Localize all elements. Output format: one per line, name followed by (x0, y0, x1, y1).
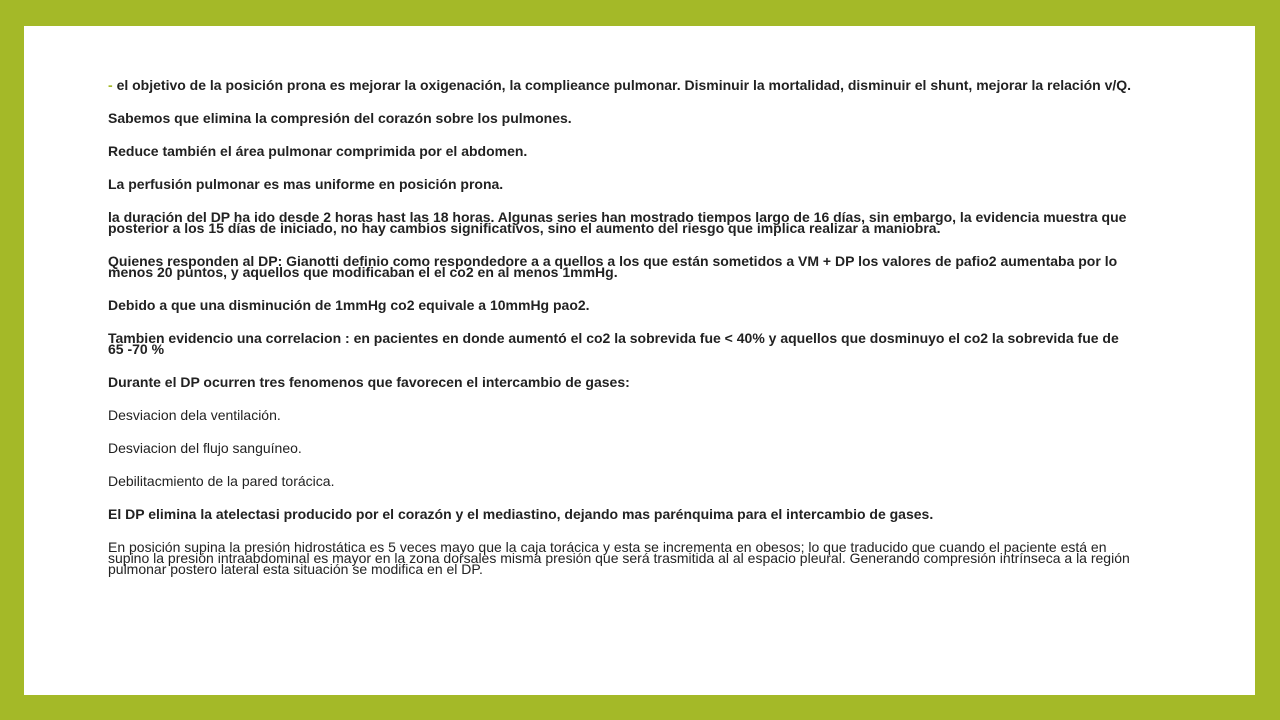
paragraph: Sabemos que elimina la compresión del corazón sobre los pulmones. (108, 110, 572, 126)
list-item: Desviacion dela ventilación. (108, 407, 281, 423)
paragraph: En posición supina la presión hidrostática es 5 veces mayo que la caja torácica y esta se incrementa en obesos; lo que traducido que cuando el paciente está en supino la presión intraabdominal es mayor en la zona dorsales misma presión que será trasmitida al al espacio pleural. Generando compresión intrínseca a la región pulmonar postero lateral esta situación se modifica en el DP. (108, 539, 1130, 577)
paragraph: El DP elimina la atelectasi producido por el corazón y el mediastino, dejando mas parénquima para el intercambio de gases. (108, 506, 934, 522)
paragraph: la duración del DP ha ido desde 2 horas hast las 18 horas. Algunas series han mostrado tiempos largo de 16 días, sin embargo, la evidencia muestra que posterior a los 15 días de iniciado, no hay cambios significativos, sino el aumento del riesgo que implica realizar a maniobra. (108, 209, 1127, 236)
paragraph: Tambien evidencio una correlacion : en pacientes en donde aumentó el co2 la sobrevida fue < 40% y aquellos que dosminuyo el co2 la sobrevida fue de 65 -70 % (108, 330, 1119, 357)
paragraph: Reduce también el área pulmonar comprimida por el abdomen. (108, 143, 528, 159)
paragraph-text: el objetivo de la posición prona es mejorar la oxigenación, la complieance pulmonar. Disminuir la mortalidad, disminuir el shunt, mejorar la relación v/Q. (116, 77, 1132, 93)
slide-content (108, 77, 1138, 597)
paragraph: La perfusión pulmonar es mas uniforme en posición prona. (108, 176, 504, 192)
paragraph (108, 77, 1138, 93)
bullet-dash: - (108, 77, 117, 93)
paragraph: Durante el DP ocurren tres fenomenos que favorecen el intercambio de gases: (108, 374, 630, 390)
paragraph: Debido a que una disminución de 1mmHg co2 equivale a 10mmHg pao2. (108, 297, 590, 313)
list-item: Debilitacmiento de la pared torácica. (108, 473, 335, 489)
paragraph: Quienes responden al DP: Gianotti definio como respondedore a a quellos a los que están sometidos a VM + DP los valores de pafio2 aumentaba por lo menos 20 puntos, y aquellos que modificaban el el co2 en al menos 1mmHg. (108, 253, 1118, 280)
list-item: Desviacion del flujo sanguíneo. (108, 440, 302, 456)
slide (24, 26, 1255, 695)
